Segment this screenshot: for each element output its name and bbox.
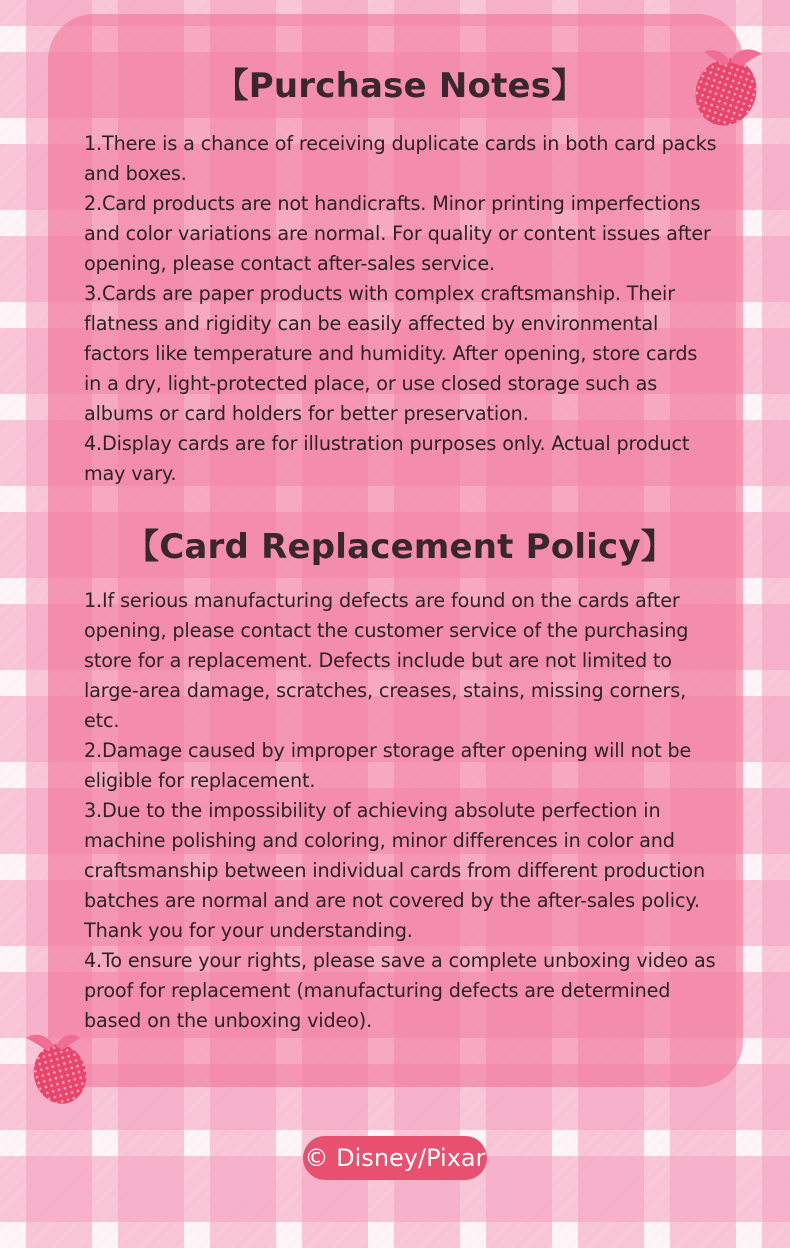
strawberry-icon [22,1026,92,1106]
replacement-policy-item: 3.Due to the impossibility of achieving absolute perfection in machine polishing and coloring, minor differences in color and craftsmanship between individual cards from different production batches are normal and are not covered by the after-sales policy. Thank you for your understanding. [84,799,705,942]
purchase-notes-title: 【Purchase Notes】 [214,66,586,106]
purchase-note-item: 2.Card products are not handicrafts. Minor printing imperfections and color variations are normal. For quality or content issues after opening, please contact after-sales service. [84,192,711,275]
replacement-policy-item: 4.To ensure your rights, please save a complete unboxing video as proof for replacement (manufacturing defects are determined based on the unboxing video). [84,949,716,1032]
purchase-note-item: 3.Cards are paper products with complex craftsmanship. Their flatness and rigidity can be easily affected by environmental factors like temperature and humidity. After opening, store cards in a dry, light-protected place, or use closed storage such as albums or card holders for better preservation. [84,282,698,425]
purchase-note-item: 1.There is a chance of receiving duplicate cards in both card packs and boxes. [84,132,717,185]
replacement-policy-item: 2.Damage caused by improper storage after opening will not be eligible for replacement. [84,739,692,792]
replacement-policy-item: 1.If serious manufacturing defects are found on the cards after opening, please contact the customer service of the purchasing store for a replacement. Defects include but are not limited to large-area damage, scratches, creases, stains, missing corners, etc. [84,589,689,732]
replacement-policy-list [84,586,720,1036]
purchase-notes-list [84,129,720,489]
notes-content [84,44,720,1036]
purchase-note-item: 4.Display cards are for illustration purposes only. Actual product may vary. [84,432,690,485]
copyright-badge: © Disney/Pixar [303,1136,487,1180]
replacement-policy-title: 【Card Replacement Policy】 [125,527,675,567]
